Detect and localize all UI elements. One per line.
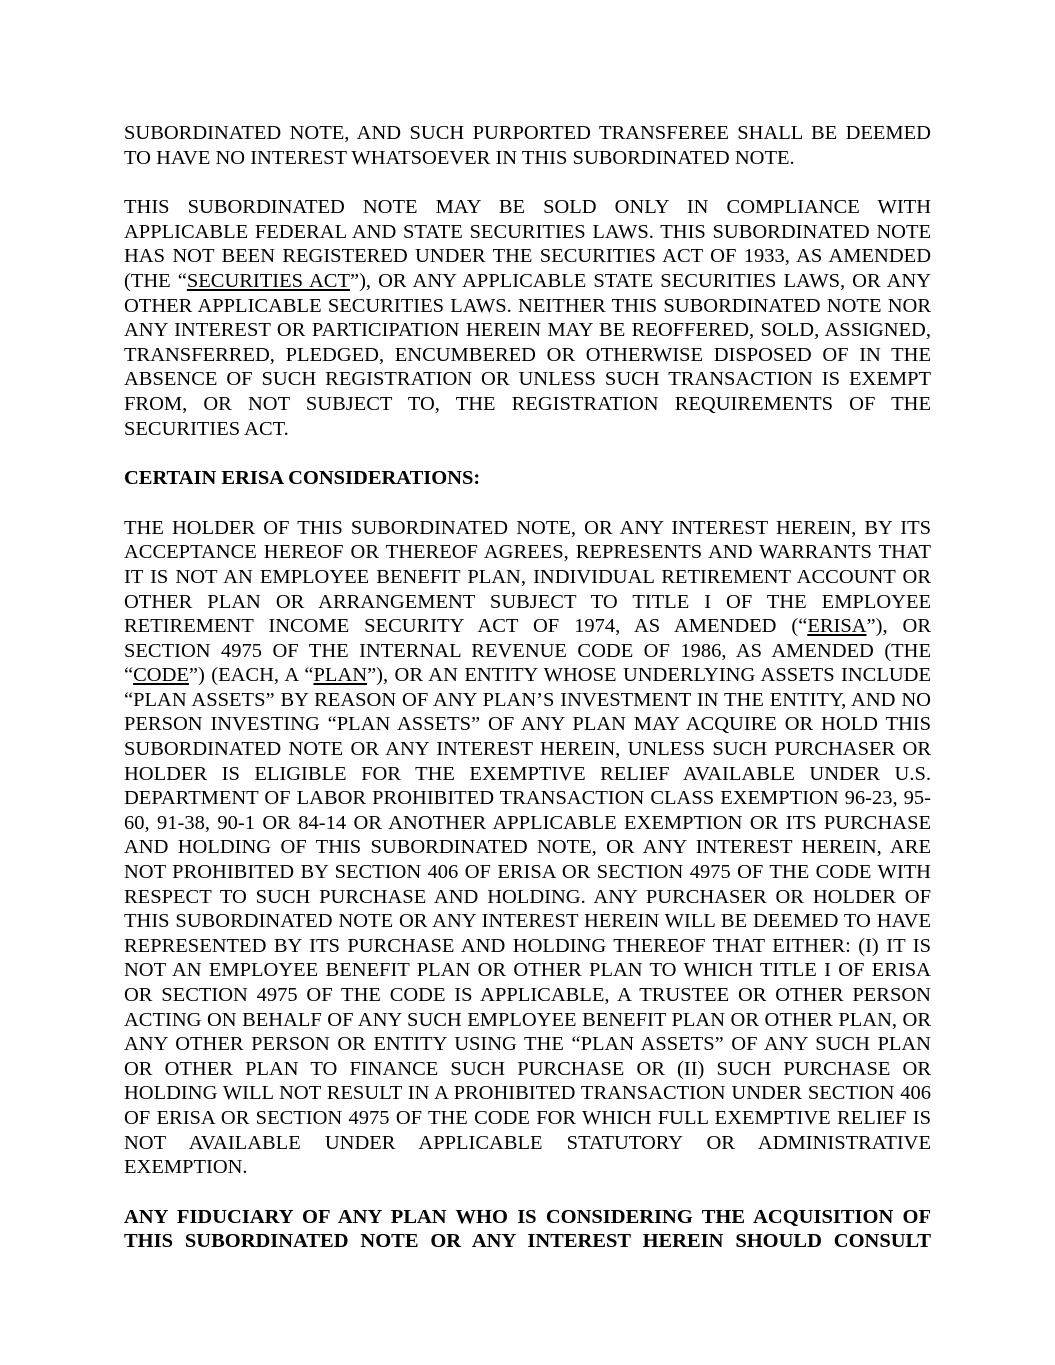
- text-run: ”), OR SECTION 4975 OF THE INTERNAL REVENUE CODE OF 1986, AS AMENDED (THE “: [124, 615, 931, 687]
- document-body: [124, 121, 931, 1254]
- section-heading: [124, 466, 931, 491]
- text-run: THIS SUBORDINATED NOTE MAY BE SOLD ONLY IN COMPLIANCE WITH APPLICABLE FEDERAL AND STATE SECURITIES LAWS. THIS SUBORDINATED NOTE HAS NOT BEEN REGISTERED UNDER THE SECURITIES ACT OF 1933, AS AMENDED (THE “: [124, 196, 931, 292]
- text-run: ”), OR AN ENTITY WHOSE UNDERLYING ASSETS INCLUDE “PLAN ASSETS” BY REASON OF ANY PLAN’S INVESTMENT IN THE ENTITY, AND NO PERSON INVESTING “PLAN ASSETS” OF ANY PLAN MAY ACQUIRE OR HOLD THIS SUBORDINATED NOTE OR ANY INTEREST HEREIN, UNLESS SUCH PURCHASER OR HOLDER IS ELIGIBLE FOR THE EXEMPTIVE RELIEF AVAILABLE UNDER U.S. DEPARTMENT OF LABOR PROHIBITED TRANSACTION CLASS EXEMPTION 96-23, 95-60, 91-38, 90-1 OR 84-14 OR ANOTHER APPLICABLE EXEMPTION OR ITS PURCHASE AND HOLDING OF THIS SUBORDINATED NOTE, OR ANY INTEREST HEREIN, ARE NOT PROHIBITED BY SECTION 406 OF ERISA OR SECTION 4975 OF THE CODE WITH RESPECT TO SUCH PURCHASE AND HOLDING. ANY PURCHASER OR HOLDER OF THIS SUBORDINATED NOTE OR ANY INTEREST HEREIN WILL BE DEEMED TO HAVE REPRESENTED BY ITS PURCHASE AND HOLDING THEREOF THAT EITHER: (I) IT IS NOT AN EMPLOYEE BENEFIT PLAN OR OTHER PLAN TO WHICH TITLE I OF ERISA OR SECTION 4975 OF THE CODE IS APPLICABLE, A TRUSTEE OR OTHER PERSON ACTING ON BEHALF OF ANY SUCH EMPLOYEE BENEFIT PLAN OR OTHER PLAN, OR ANY OTHER PERSON OR ENTITY USING THE “PLAN ASSETS” OF ANY SUCH PLAN OR OTHER PLAN TO FINANCE SUCH PURCHASE OR (II) SUCH PURCHASE OR HOLDING WILL NOT RESULT IN A PROHIBITED TRANSACTION UNDER SECTION 406 OF ERISA OR SECTION 4975 OF THE CODE FOR WHICH FULL EXEMPTIVE RELIEF IS NOT AVAILABLE UNDER APPLICABLE STATUTORY OR ADMINISTRATIVE EXEMPTION.: [124, 664, 931, 1179]
- paragraph: [124, 516, 931, 1180]
- text-run: SUBORDINATED NOTE, AND SUCH PURPORTED TRANSFEREE SHALL BE DEEMED TO HAVE NO INTEREST WHATSOEVER IN THIS SUBORDINATED NOTE.: [124, 122, 931, 169]
- text-run: THE HOLDER OF THIS SUBORDINATED NOTE, OR ANY INTEREST HEREIN, BY ITS ACCEPTANCE HEREOF OR THEREOF AGREES, REPRESENTS AND WARRANTS THAT IT IS NOT AN EMPLOYEE BENEFIT PLAN, INDIVIDUAL RETIREMENT ACCOUNT OR OTHER PLAN OR ARRANGEMENT SUBJECT TO TITLE I OF THE EMPLOYEE RETIREMENT INCOME SECURITY ACT OF 1974, AS AMENDED (“: [124, 516, 931, 638]
- defined-term-underlined: ERISA: [807, 615, 867, 638]
- text-run: ANY FIDUCIARY OF ANY PLAN WHO IS CONSIDERING THE ACQUISITION OF THIS SUBORDINATED NOTE OR ANY INTEREST HEREIN SHOULD CONSULT: [124, 1205, 931, 1253]
- paragraph: [124, 121, 931, 170]
- text-run: CERTAIN ERISA CONSIDERATIONS:: [124, 467, 481, 490]
- text-run: ”), OR ANY APPLICABLE STATE SECURITIES LAWS, OR ANY OTHER APPLICABLE SECURITIES LAWS. NEITHER THIS SUBORDINATED NOTE NOR ANY INTEREST OR PARTICIPATION HEREIN MAY BE REOFFERED, SOLD, ASSIGNED, TRANSFERRED, PLEDGED, ENCUMBERED OR OTHERWISE DISPOSED OF IN THE ABSENCE OF SUCH REGISTRATION OR UNLESS SUCH TRANSACTION IS EXEMPT FROM, OR NOT SUBJECT TO, THE REGISTRATION REQUIREMENTS OF THE SECURITIES ACT.: [124, 269, 932, 440]
- defined-term-underlined: CODE: [133, 664, 189, 687]
- defined-term-underlined: SECURITIES ACT: [186, 269, 350, 292]
- text-run: ”) (EACH, A “: [188, 664, 314, 687]
- paragraph: [124, 195, 931, 441]
- defined-term-underlined: PLAN: [313, 664, 368, 687]
- paragraph: [124, 1205, 931, 1254]
